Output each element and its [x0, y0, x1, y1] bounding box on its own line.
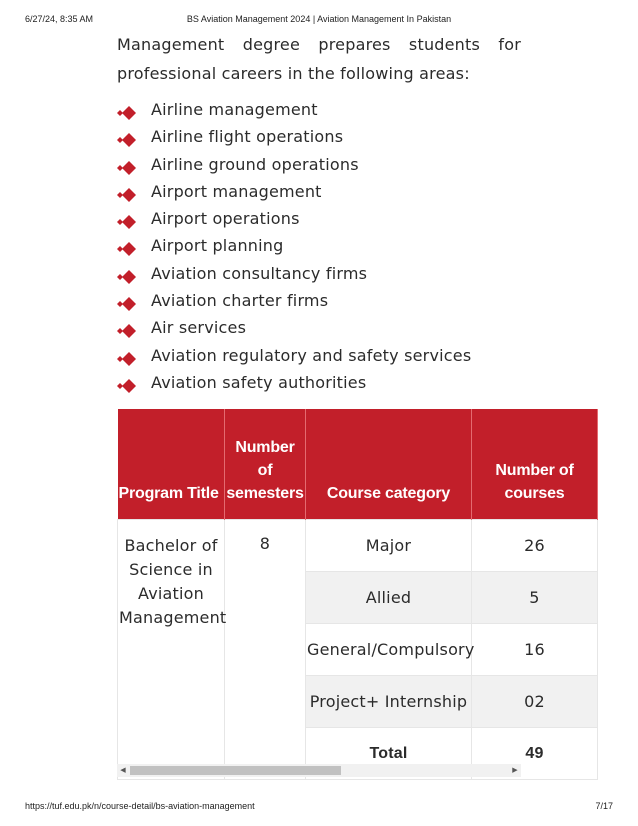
main-content — [117, 30, 521, 396]
table-header-row — [118, 409, 598, 520]
table-row — [118, 520, 598, 572]
list-item-label: Airport operations — [151, 209, 300, 229]
list-item-label: Airline flight operations — [151, 127, 344, 147]
red-diamond-bullet-icon — [117, 184, 137, 200]
header-courses: Number of courses — [472, 409, 598, 520]
list-item — [117, 342, 521, 369]
courses-cell: 16 — [472, 624, 598, 676]
red-diamond-bullet-icon — [117, 211, 137, 227]
red-diamond-bullet-icon — [117, 266, 137, 282]
print-datetime: 6/27/24, 8:35 AM — [25, 14, 94, 24]
list-item-label: Aviation charter firms — [151, 291, 329, 311]
red-diamond-bullet-icon — [117, 238, 137, 254]
header-course-category: Course category — [306, 409, 472, 520]
courses-cell: 02 — [472, 676, 598, 728]
courses-cell: 5 — [472, 572, 598, 624]
scroll-left-arrow-icon[interactable]: ◀ — [120, 766, 126, 774]
list-item — [117, 314, 521, 341]
list-item-label: Airline ground operations — [151, 154, 359, 174]
header-semesters: Number of semesters — [225, 409, 306, 520]
list-item — [117, 123, 521, 150]
list-item — [117, 369, 521, 396]
category-cell: Project+ Internship — [306, 676, 472, 728]
print-page-title: BS Aviation Management 2024 | Aviation Management In Pakistan — [186, 14, 452, 24]
scroll-right-arrow-icon[interactable]: ▶ — [512, 766, 518, 774]
list-item — [117, 178, 521, 205]
table-horizontal-scrollbar[interactable] — [117, 764, 521, 777]
semesters-cell: 8 — [225, 520, 306, 780]
list-item-label: Air services — [151, 318, 247, 338]
red-diamond-bullet-icon — [117, 348, 137, 364]
list-item — [117, 96, 521, 123]
red-diamond-bullet-icon — [117, 293, 137, 309]
print-url: https://tuf.edu.pk/n/course-detail/bs-aviation-management — [25, 801, 255, 811]
intro-paragraph: Management degree prepares students for professional careers in the following areas: — [117, 35, 521, 83]
red-diamond-bullet-icon — [117, 320, 137, 336]
list-item-label: Aviation regulatory and safety services — [151, 345, 472, 365]
category-cell: Major — [306, 520, 472, 572]
list-item-label: Aviation safety authorities — [151, 372, 367, 392]
list-item-label: Aviation consultancy firms — [151, 263, 368, 283]
program-title-cell: Bachelor of Science in Aviation Management — [118, 520, 225, 780]
program-table-container — [117, 409, 574, 762]
list-item — [117, 205, 521, 232]
header-program-title: Program Title — [118, 409, 225, 520]
red-diamond-bullet-icon — [117, 157, 137, 173]
red-diamond-bullet-icon — [117, 375, 137, 391]
category-cell: Allied — [306, 572, 472, 624]
print-page-number: 7/17 — [595, 801, 613, 811]
total-courses-cell: 49 — [472, 728, 598, 780]
list-item — [117, 287, 521, 314]
category-cell: General/Compulsory — [306, 624, 472, 676]
total-label-cell: Total — [306, 728, 472, 780]
red-diamond-bullet-icon — [117, 102, 137, 118]
list-item — [117, 232, 521, 259]
list-item-label: Airport planning — [151, 236, 284, 256]
red-diamond-bullet-icon — [117, 129, 137, 145]
program-table — [117, 409, 598, 780]
list-item — [117, 260, 521, 287]
list-item-label: Airport management — [151, 181, 322, 201]
list-item — [117, 151, 521, 178]
scroll-thumb[interactable] — [130, 766, 341, 775]
career-areas-list — [117, 96, 521, 396]
list-item-label: Airline management — [151, 100, 318, 119]
courses-cell: 26 — [472, 520, 598, 572]
